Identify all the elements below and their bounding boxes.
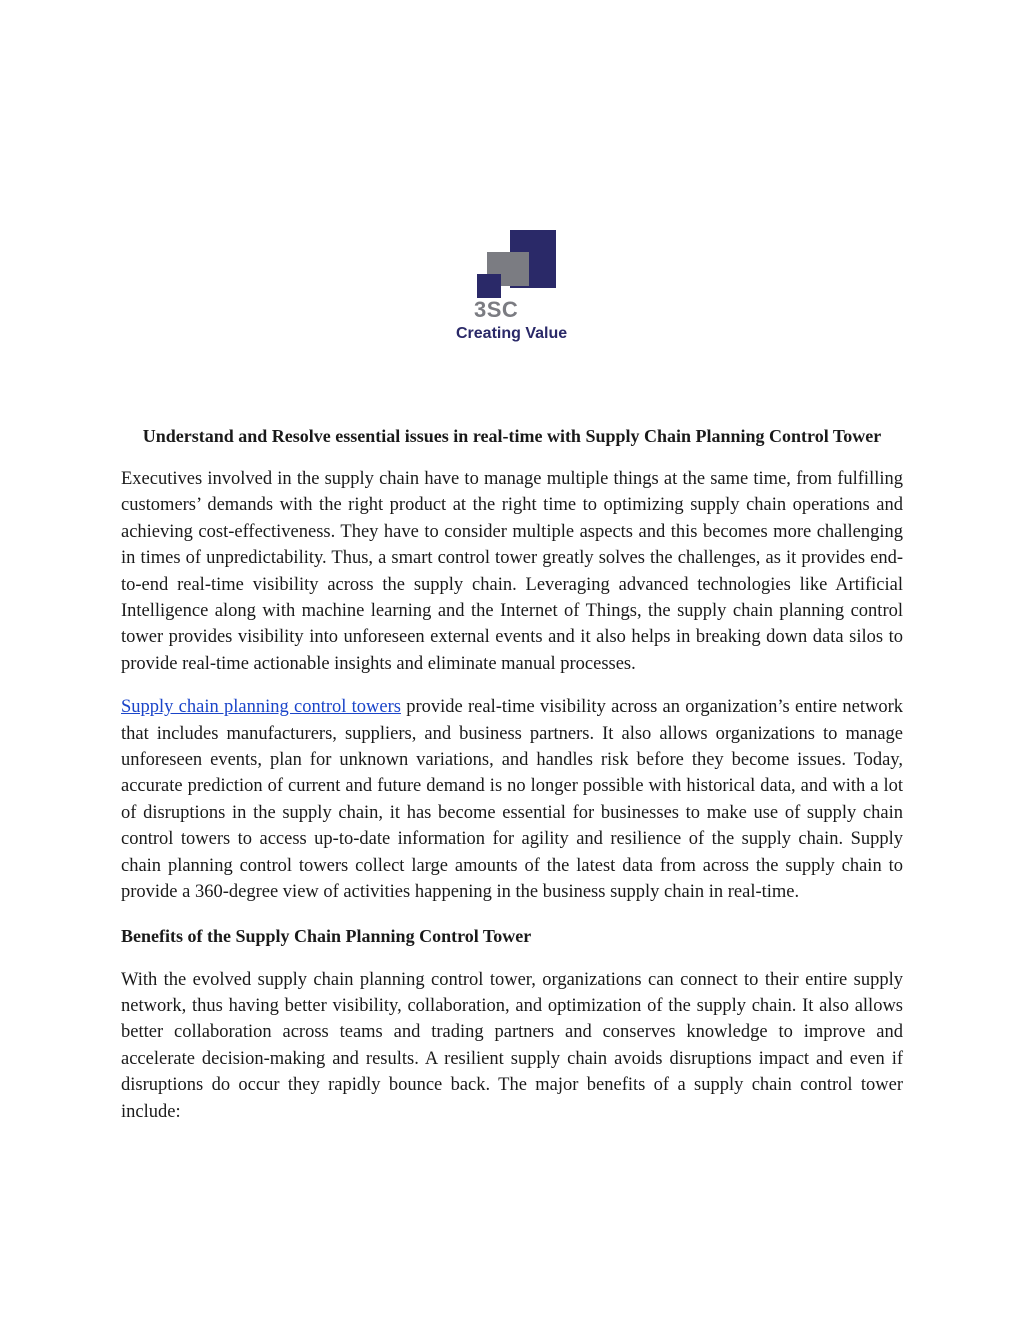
benefits-heading: Benefits of the Supply Chain Planning Control Tower <box>121 925 532 946</box>
logo-small-square <box>477 274 501 298</box>
logo-tagline: Creating Value <box>456 325 568 342</box>
control-tower-paragraph <box>121 694 903 905</box>
document-title: Understand and Resolve essential issues in real-time with Supply Chain Planning Control Tower <box>142 426 882 446</box>
control-towers-link[interactable]: Supply chain planning control towers <box>121 697 401 718</box>
intro-paragraph: Executives involved in the supply chain have to manage multiple things at the same time, from fulfilling customers’ demands with the right product at the right time to optimizing supply chain operations and achieving cost-effectiveness. They have to consider multiple aspects and this becomes more challenging in times of unpredictability. Thus, a smart control tower greatly solves the challenges, as it provides end-to-end real-time visibility across the supply chain. Leveraging advanced technologies like Artificial Intelligence along with machine learning and the Internet of Things, the supply chain planning control tower provides visibility into unforeseen external events and it also helps in breaking down data silos to provide real-time actionable insights and eliminate manual processes. <box>121 469 903 674</box>
benefits-paragraph: With the evolved supply chain planning control tower, organizations can connect to their entire supply network, thus having better visibility, collaboration, and optimization of the supply chain. It also allows better collaboration across teams and trading partners and conserves knowledge to improve and accelerate decision-making and results. A resilient supply chain avoids disruptions impact and even if disruptions do occur they rapidly bounce back. The major benefits of a supply chain control tower include: <box>121 969 903 1122</box>
document-body <box>121 423 903 1142</box>
control-tower-paragraph-text: provide real-time visibility across an organization’s entire network that includes manufacturers, suppliers, and business partners. It also allows organizations to manage unforeseen events, plan for unknown variations, and handles risk before they become issues. Today, accurate prediction of current and future demand is no longer possible with historical data, and with a lot of disruptions in the supply chain, it has become essential for businesses to make use of supply chain control towers to access up-to-date information for agility and resilience of the supply chain. Supply chain planning control towers collect large amounts of the latest data from across the supply chain to provide a 360-degree view of activities happening in the business supply chain in real-time. <box>121 697 903 903</box>
logo-wordmark: 3SC <box>474 297 519 322</box>
company-logo <box>452 226 592 350</box>
